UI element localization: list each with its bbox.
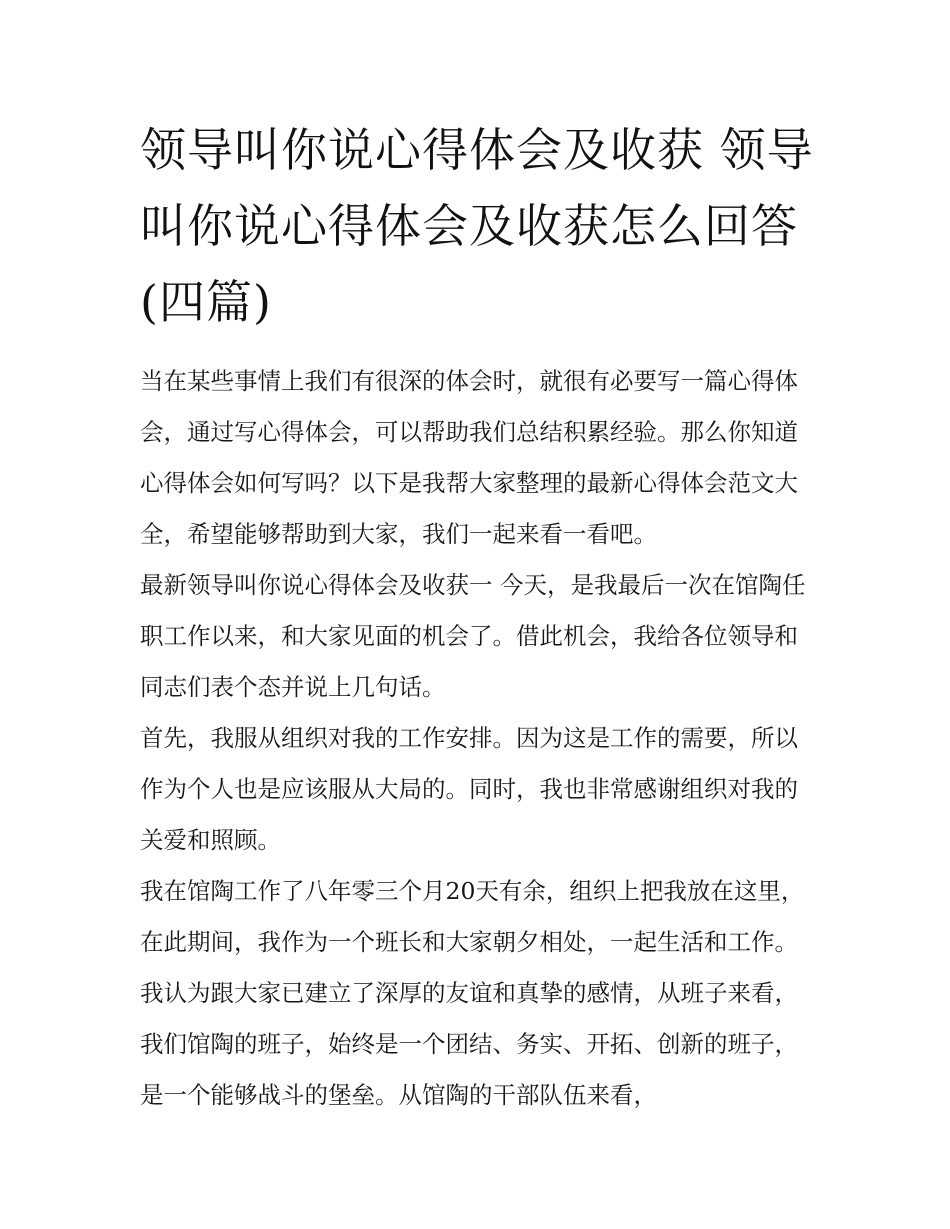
- document-title: 领导叫你说心得体会及收获 领导叫你说心得体会及收获怎么回答(四篇): [140, 123, 814, 329]
- obey-arrangement-paragraph: 首先，我服从组织对我的工作安排。因为这是工作的需要，所以作为个人也是应该服从大局的。同时，我也非常感谢组织对我的关爱和照顾。: [140, 724, 798, 854]
- intro-paragraph: 当在某些事情上我们有很深的体会时，就很有必要写一篇心得体会，通过写心得体会，可以帮助我们总结积累经验。那么你知道心得体会如何写吗？以下是我帮大家整理的最新心得体会范文大全，希望能够帮助到大家，我们一起来看一看吧。: [140, 367, 798, 548]
- section-one-paragraph: 最新领导叫你说心得体会及收获一 今天，是我最后一次在馆陶任职工作以来，和大家见面的机会了。借此机会，我给各位领导和同志们表个态并说上几句话。: [140, 571, 806, 701]
- document-body: [140, 356, 820, 1121]
- work-experience-paragraph: 我在馆陶工作了八年零三个月20天有余，组织上把我放在这里，在此期间，我作为一个班长和大家朝夕相处，一起生活和工作。我认为跟大家已建立了深厚的友谊和真挚的感情，从班子来看，我们馆陶的班子，始终是一个团结、务实、开拓、创新的班子，是一个能够战斗的堡垒。从馆陶的干部队伍来看，: [140, 877, 805, 1109]
